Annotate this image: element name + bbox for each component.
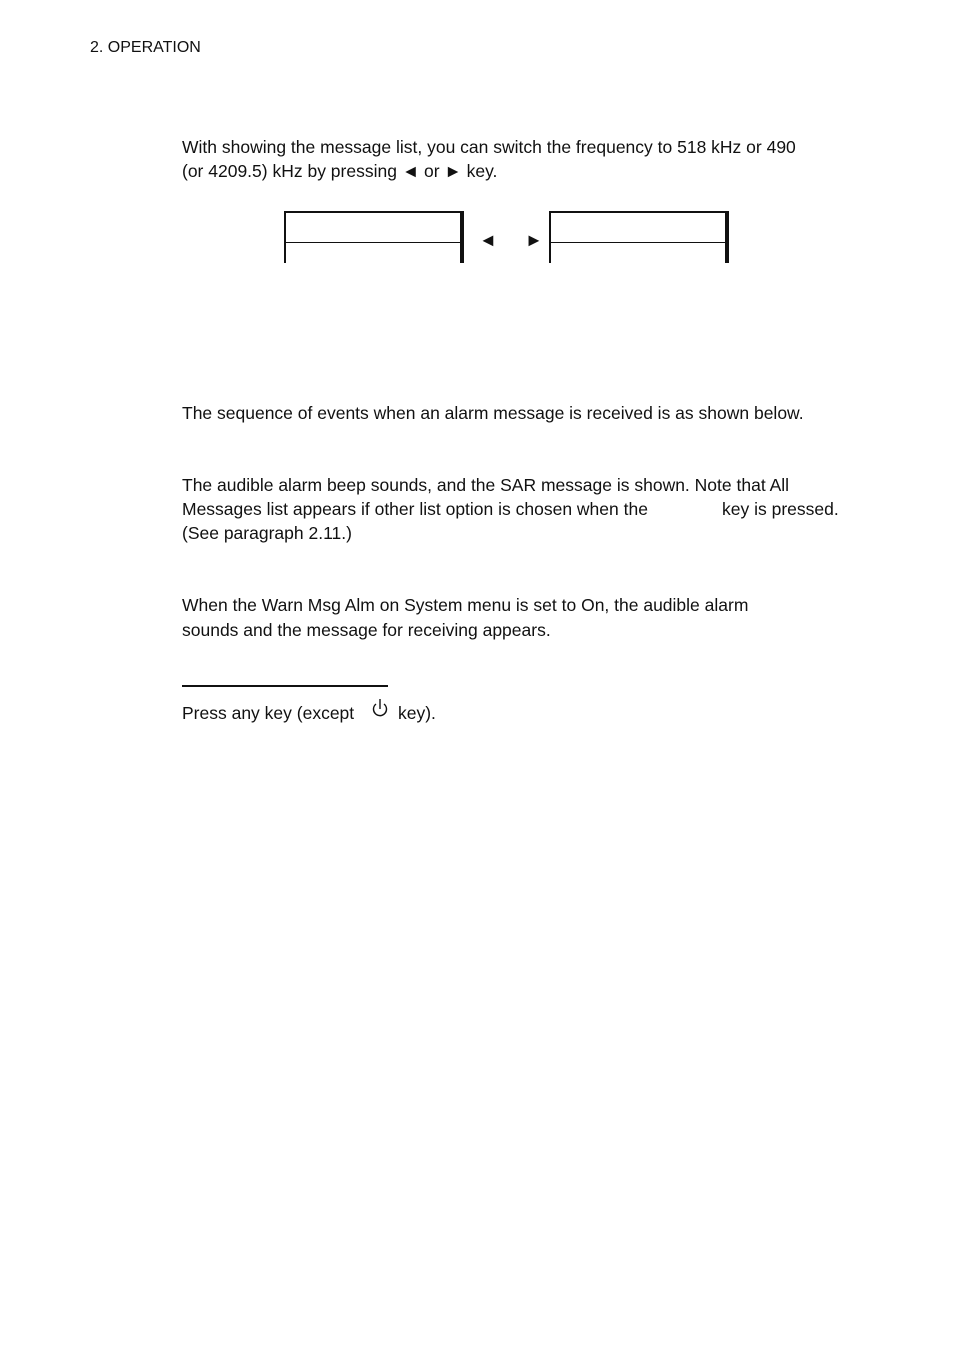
right-arrow-icon: ► [525,230,543,250]
section-rule [182,685,388,687]
sar-line-2a: Messages list appears if other list option is chosen when the [182,499,648,519]
sar-line-3: (See paragraph 2.11.) [182,523,352,543]
left-arrow-icon: ◄ [479,230,497,250]
power-icon [370,697,390,721]
warn-line-2: sounds and the message for receiving appears. [182,620,551,640]
silence-text-b: key). [398,703,436,723]
sar-line-1: The audible alarm beep sounds, and the SAR message is shown. Note that All [182,475,790,495]
right-screen-divider [551,242,725,243]
alarm-sequence-intro: The sequence of events when an alarm message is received is as shown below. [182,403,804,423]
left-screen-divider [286,242,460,243]
right-screen-frame [549,211,729,263]
section-header: 2. OPERATION [90,39,201,56]
sar-line-2b: key is pressed. [722,499,839,519]
warn-line-1: When the Warn Msg Alm on System menu is set to On, the audible alarm [182,595,749,615]
silence-text-a: Press any key (except [182,703,355,723]
freq-switch-line-2: (or 4209.5) kHz by pressing ◄ or ► key. [182,161,498,181]
left-screen-frame [284,211,464,263]
freq-switch-line-1: With showing the message list, you can switch the frequency to 518 kHz or 490 [182,137,796,157]
